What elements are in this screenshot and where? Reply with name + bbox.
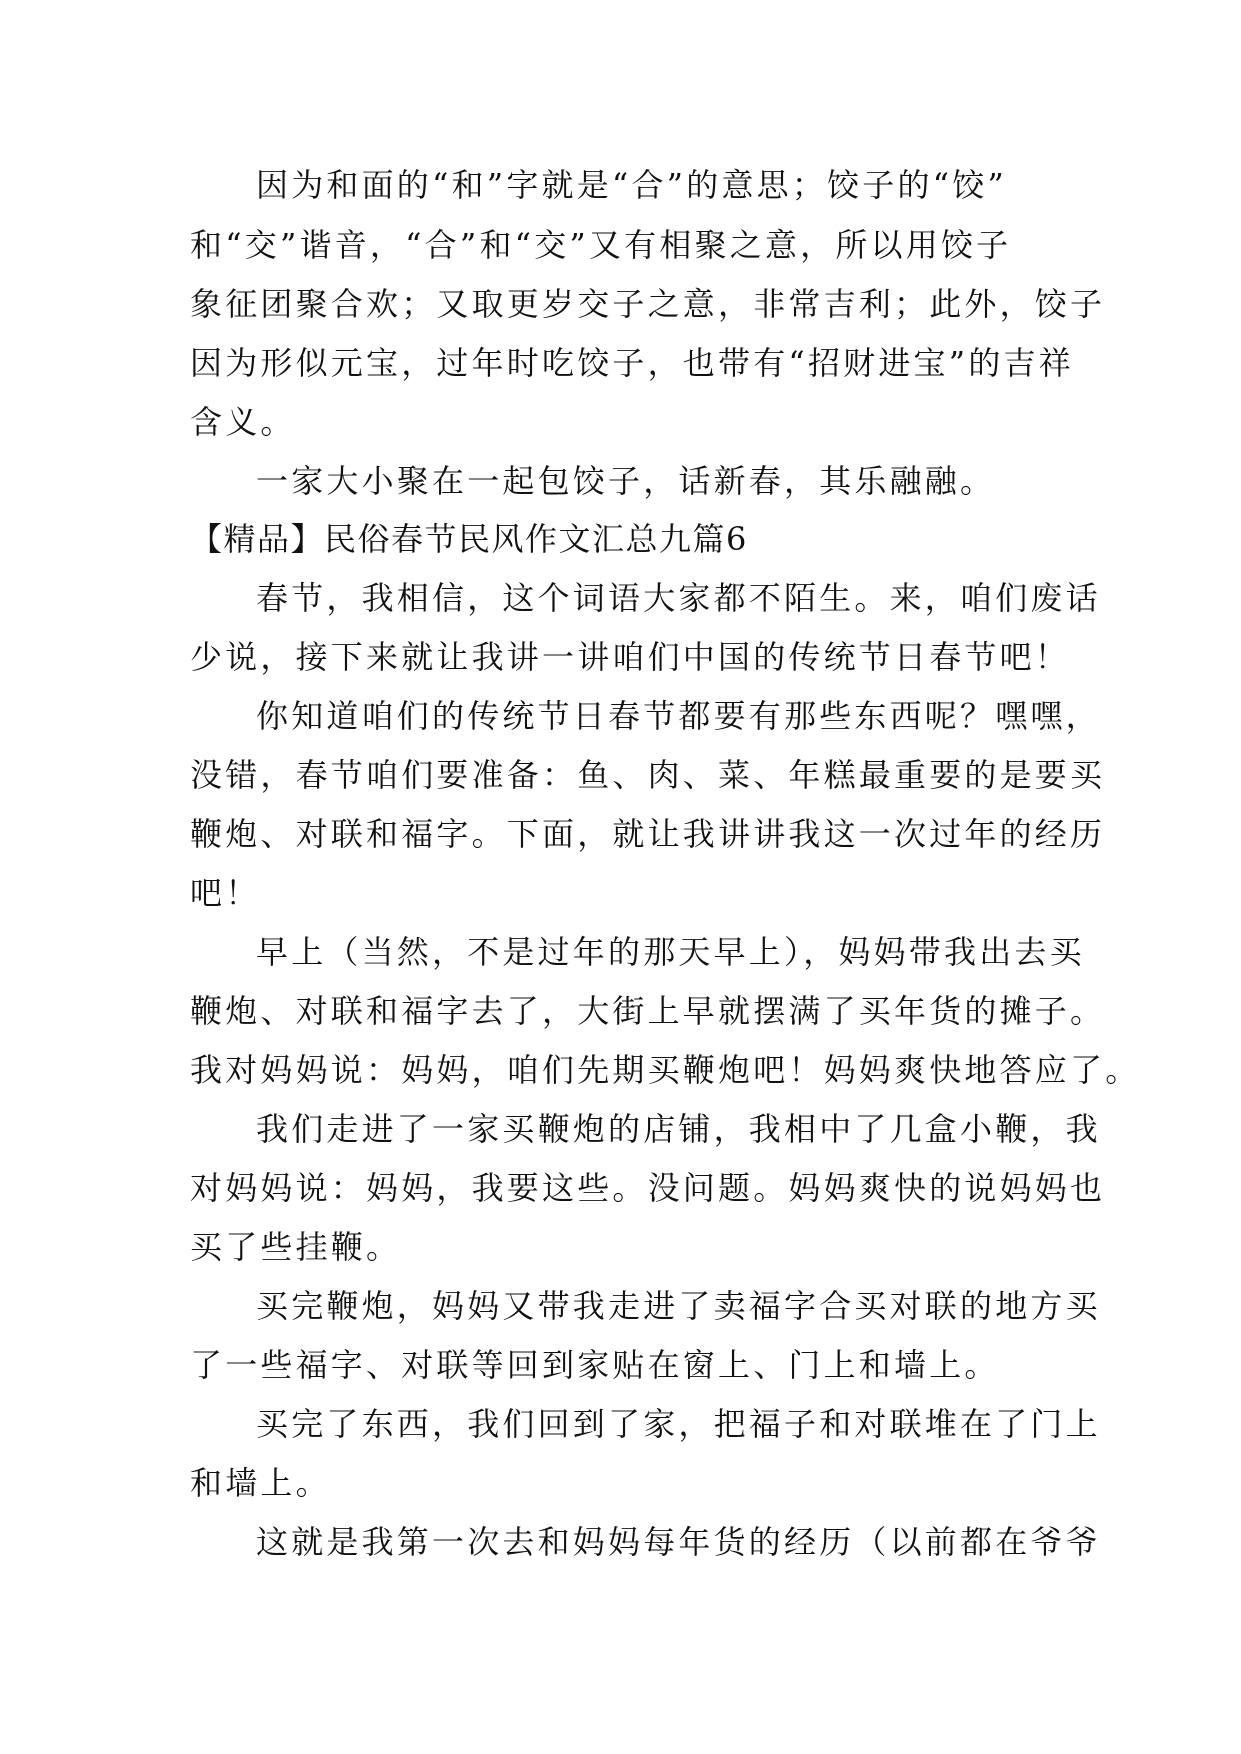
paragraph-line: 早上（当然，不是过年的那天早上），妈妈带我出去买 [256,933,1085,971]
paragraph-line: 鞭炮、对联和福字。下面，就让我讲讲我这一次过年的经历 [190,815,1106,853]
paragraph-line: 我对妈妈说：妈妈，咱们先期买鞭炮吧！妈妈爽快地答应了。 [190,1051,1141,1089]
paragraph-line: 和墙上。 [190,1464,331,1502]
paragraph-line: 吧！ [190,874,261,912]
paragraph-line: 这就是我第一次去和妈妈每年货的经历（以前都在爷爷 [256,1523,1101,1561]
paragraph-line: 了一些福字、对联等回到家贴在窗上、门上和墙上。 [190,1346,1000,1384]
paragraph-line: 一家大小聚在一起包饺子，话新春，其乐融融。 [256,462,996,500]
paragraph-line: 因为和面的“和”字就是“合”的意思；饺子的“饺” [256,166,1007,204]
section-heading: 【精品】民俗春节民风作文汇总九篇6 [190,520,748,558]
paragraph-line: 我们走进了一家买鞭炮的店铺，我相中了几盒小鞭，我 [256,1110,1101,1148]
paragraph-line: 和“交”谐音，“合”和“交”又有相聚之意，所以用饺子 [190,226,1012,264]
paragraph-line: 买了些挂鞭。 [190,1228,402,1266]
paragraph-line: 少说，接下来就让我讲一讲咱们中国的传统节日春节吧！ [190,638,1071,676]
paragraph-line: 对妈妈说：妈妈，我要这些。没问题。妈妈爽快的说妈妈也 [190,1169,1106,1207]
paragraph-line: 象征团聚合欢；又取更岁交子之意，非常吉利；此外，饺子 [190,285,1106,323]
paragraph-line: 你知道咱们的传统节日春节都要有那些东西呢？嘿嘿， [256,697,1101,735]
paragraph-line: 没错，春节咱们要准备：鱼、肉、菜、年糕最重要的是要买 [190,756,1106,794]
paragraph-line: 买完了东西，我们回到了家，把福子和对联堆在了门上 [256,1405,1101,1443]
paragraph-line: 含义。 [190,403,296,441]
paragraph-line: 因为形似元宝，过年时吃饺子，也带有“招财进宝”的吉祥 [190,344,1074,382]
paragraph-line: 春节，我相信，这个词语大家都不陌生。来，咱们废话 [256,579,1101,617]
paragraph-line: 鞭炮、对联和福字去了，大街上早就摆满了买年货的摊子。 [190,992,1106,1030]
paragraph-line: 买完鞭炮，妈妈又带我走进了卖福字合买对联的地方买 [256,1287,1101,1325]
